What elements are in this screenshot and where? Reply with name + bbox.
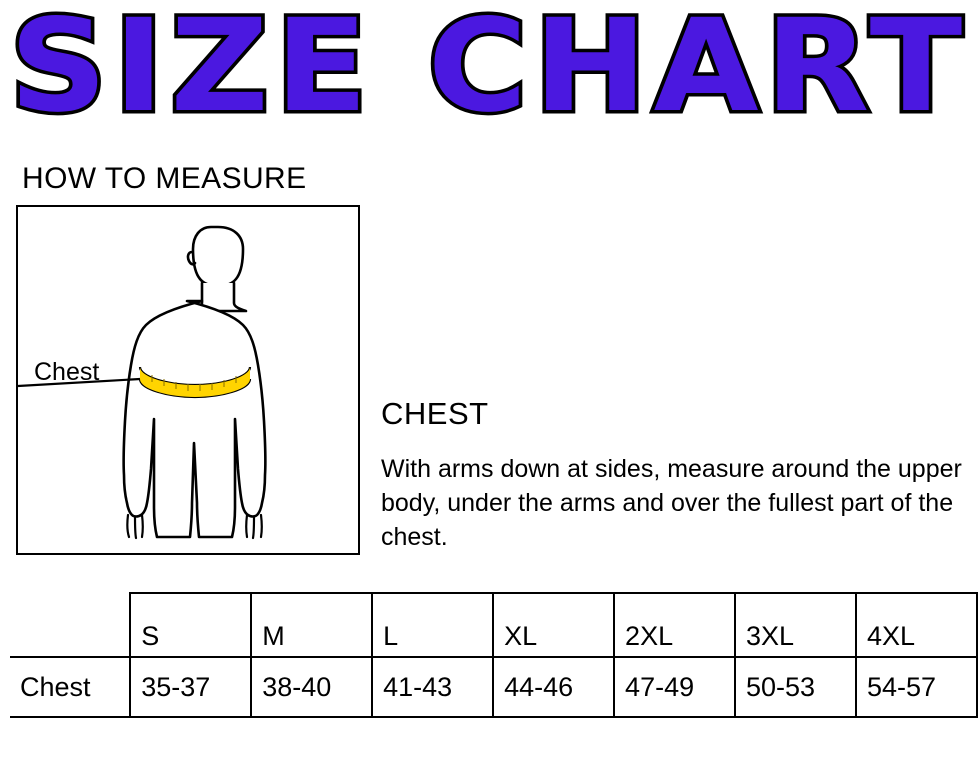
chest-measure-label: Chest (34, 358, 100, 386)
size-table (10, 592, 978, 718)
table-header-size-xl: XL (493, 593, 614, 657)
table-row-chest (10, 657, 977, 717)
table-row-label-chest: Chest (10, 657, 130, 717)
table-corner-cell (10, 593, 130, 657)
description-body: With arms down at sides, measure around the upper body, under the arms and over the fullest part of the chest. (381, 455, 962, 551)
table-cell-chest-4xl: 54-57 (856, 657, 977, 717)
table-header-size-l: L (372, 593, 493, 657)
table-cell-chest-l: 41-43 (372, 657, 493, 717)
table-cell-chest-2xl: 47-49 (614, 657, 735, 717)
table-cell-chest-m: 38-40 (251, 657, 372, 717)
table-header-size-4xl: 4XL (856, 593, 977, 657)
table-header-row (10, 593, 977, 657)
page-title-banner (0, 0, 978, 150)
page-title: SIZE CHART (9, 0, 969, 141)
table-cell-chest-3xl: 50-53 (735, 657, 856, 717)
table-header-size-m: M (251, 593, 372, 657)
table-cell-chest-s: 35-37 (130, 657, 251, 717)
section-heading: HOW TO MEASURE (22, 162, 307, 195)
table-header-size-2xl: 2XL (614, 593, 735, 657)
description-heading: CHEST (381, 396, 489, 431)
table-cell-chest-xl: 44-46 (493, 657, 614, 717)
table-header-size-s: S (130, 593, 251, 657)
table-header-size-3xl: 3XL (735, 593, 856, 657)
